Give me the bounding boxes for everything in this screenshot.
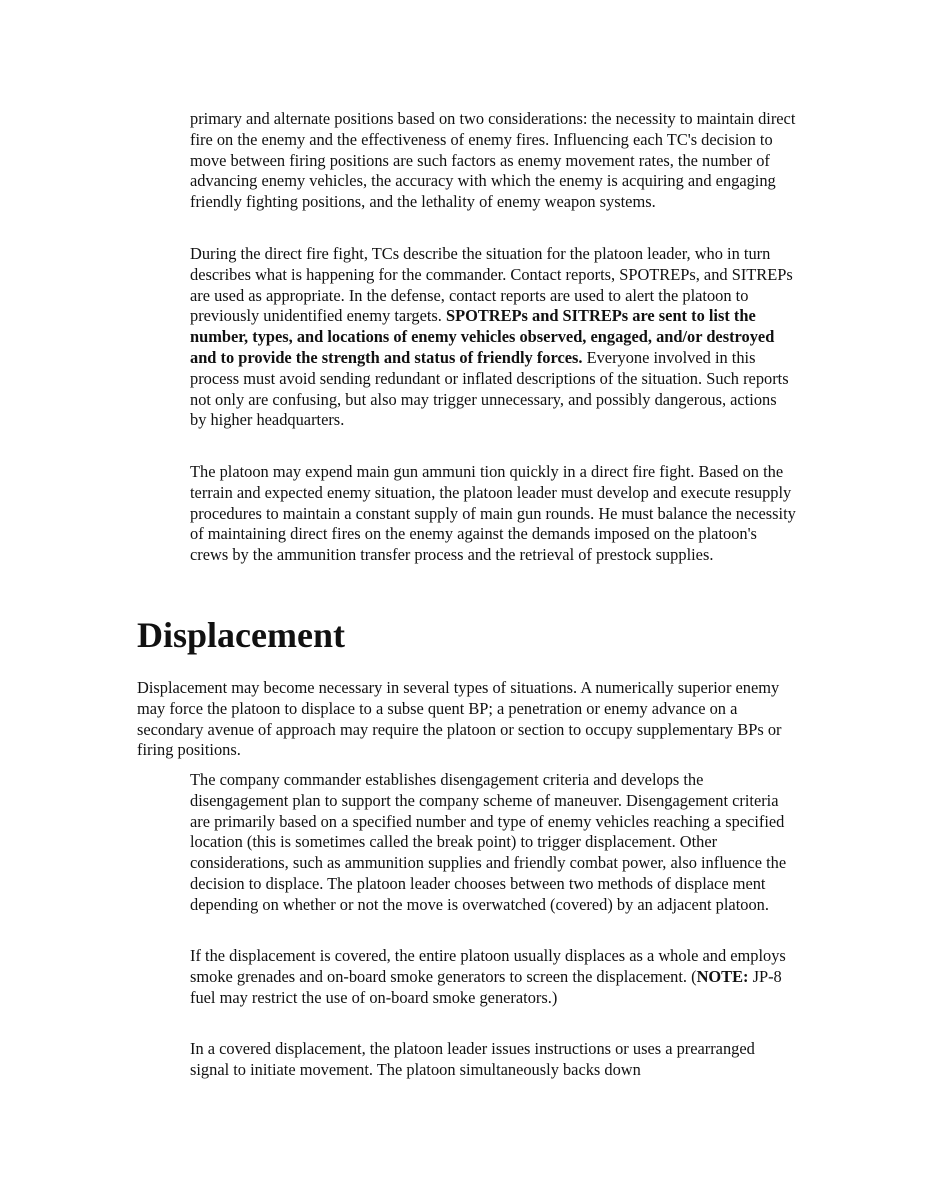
section-heading: Displacement: [137, 615, 345, 655]
paragraph-text: JP-8 fuel may restrict the use of on-board smoke generators.): [190, 966, 782, 1007]
paragraph-text: Everyone involved in this process must avoid sending redundant or inflated descriptions of the situation. Such reports not only are confusing, but also may trigger unnecessary, and possibly dangerous, actions by higher headquarters.: [190, 347, 789, 430]
paragraph-covered-displacement: [190, 946, 796, 1008]
paragraph-ammunition: The platoon may expend main gun ammuni tion quickly in a direct fire fight. Based on the terrain and expected enemy situation, the platoon leader must develop and execute resupply procedures to maintain a constant supply of main gun rounds. He must balance the necessity of maintaining direct fires on the enemy against the demands imposed on the platoon's crews by the ammunition transfer process and the retrieval of prestock supplies.: [190, 462, 796, 565]
paragraph-disengagement-criteria: The company commander establishes disengagement criteria and develops the disengagement plan to support the company scheme of maneuver. Disengagement criteria are primarily based on a specified number and type of enemy vehicles reaching a specified location (this is sometimes called the break point) to trigger displacement. Other considerations, such as ammunition supplies and friendly combat power, also influence the decision to displace. The platoon leader chooses between two methods of displace ment depending on whether or not the move is overwatched (covered) by an adjacent platoon.: [190, 770, 787, 914]
bold-emphasis-text: SPOTREPs and SITREPs are sent to list the number, types, and locations of enemy vehicles observed, engaged, and/or destroyed and to provide the strength and status of friendly forces.: [190, 306, 775, 367]
paragraph-displacement-intro: Displacement may become necessary in several types of situations. A numerically superior enemy may force the platoon to displace to a subse quent BP; a penetration or enemy advance on a secondary avenue of approach may require the platoon or section to occupy supplementary BPs or firing positions.: [137, 678, 782, 760]
paragraph-text: During the direct fire fight, TCs describe the situation for the platoon leader, who in turn describes what is happening for the commander. Contact reports, SPOTREPs, and SITREPs are used as appropriate. In the defense, contact reports are used to alert the platoon to previously unidentified enemy targets.: [190, 244, 793, 326]
paragraph-covered-displacement-signal: In a covered displacement, the platoon leader issues instructions or uses a prearranged signal to initiate movement. The platoon simultaneously backs down: [190, 1039, 755, 1079]
paragraph-text: If the displacement is covered, the entire platoon usually displaces as a whole and employs smoke grenades and on-board smoke generators to screen the displacement. (: [190, 946, 786, 986]
paragraph-direct-fire-reports: [190, 244, 796, 431]
note-label: NOTE:: [696, 966, 749, 986]
paragraph-firing-positions: primary and alternate positions based on two considerations: the necessity to maintain direct fire on the enemy and the effectiveness of enemy fires. Influencing each TC's decision to move between firing positions are such factors as enemy movement rates, the number of advancing enemy vehicles, the accuracy with which the enemy is acquiring and engaging friendly fighting positions, and the lethality of enemy weapon systems.: [190, 109, 796, 212]
